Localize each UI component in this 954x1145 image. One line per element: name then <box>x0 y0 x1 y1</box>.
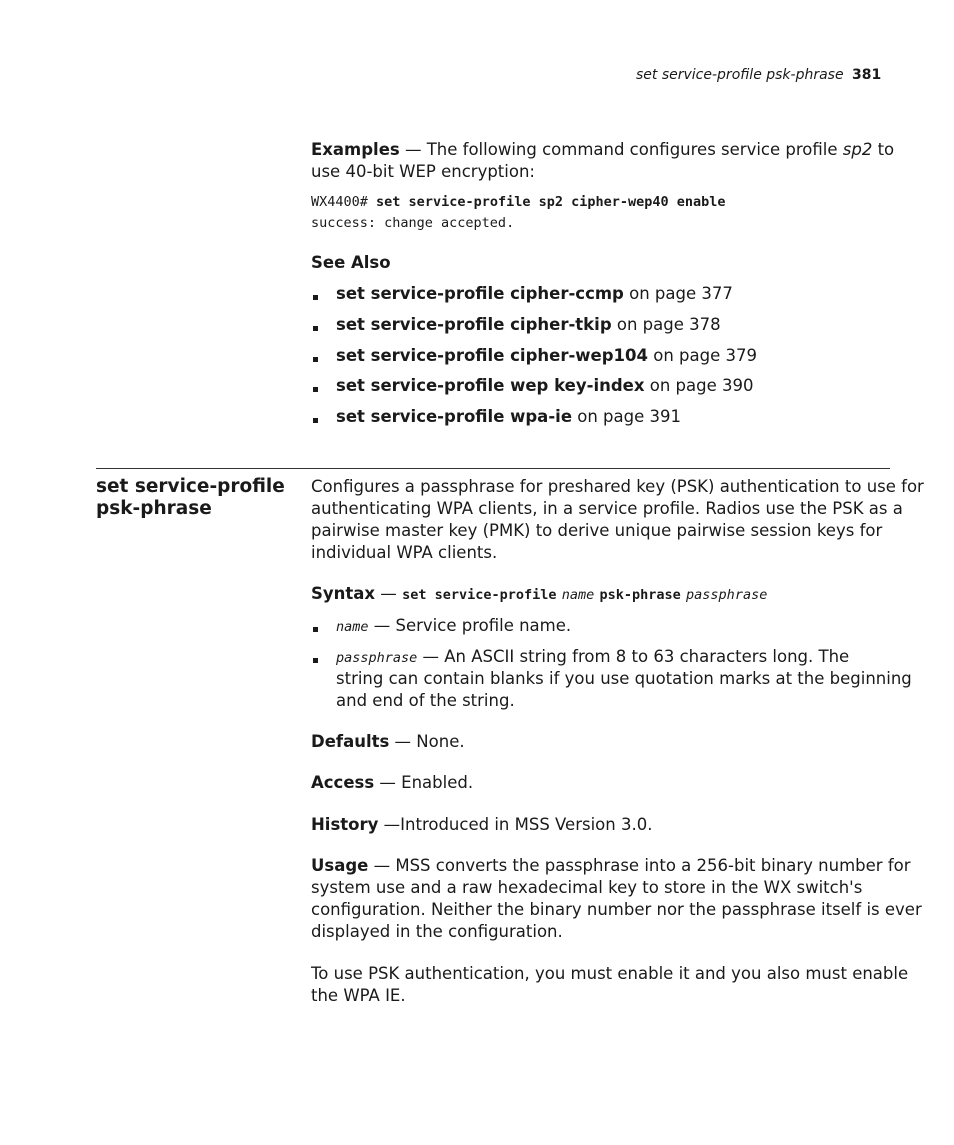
param-name-item <box>336 615 571 638</box>
see-also-heading: See Also <box>311 253 391 272</box>
see-also-item <box>336 283 733 305</box>
see-also-item <box>336 345 757 367</box>
access-label: Access <box>311 773 375 792</box>
see-also-ref: on page 377 <box>623 284 733 303</box>
defaults-text: — None. <box>389 732 465 751</box>
history-text: —Introduced in MSS Version 3.0. <box>378 815 653 834</box>
bullet-icon <box>313 357 318 362</box>
see-also-item <box>336 406 681 428</box>
syntax-line <box>311 583 767 606</box>
see-also-link[interactable]: set service-profile wpa-ie <box>336 407 573 426</box>
param-desc-line: string can contain blanks if you use quotation marks at the beginning <box>336 669 912 688</box>
examples-line-2: use 40-bit WEP encryption: <box>311 162 535 181</box>
see-also-item <box>336 314 721 336</box>
syntax-command-2: psk-phrase <box>599 587 681 603</box>
param-passphrase-item <box>336 646 849 669</box>
description-line: pairwise master key (PMK) to derive unique pairwise session keys for <box>311 521 883 540</box>
bullet-icon <box>313 387 318 392</box>
bullet-icon <box>313 658 318 663</box>
example-command-line <box>311 194 726 210</box>
access-line <box>311 772 473 794</box>
usage-line: system use and a raw hexadecimal key to store in the WX switch's <box>311 878 863 897</box>
see-also-ref: on page 378 <box>611 315 721 334</box>
page-number: 381 <box>852 67 882 83</box>
usage-line: displayed in the configuration. <box>311 922 563 941</box>
see-also-link[interactable]: set service-profile cipher-tkip <box>336 315 612 334</box>
section-title-line-2: psk-phrase <box>96 498 212 519</box>
see-also-link[interactable]: set service-profile cipher-ccmp <box>336 284 624 303</box>
description-line: individual WPA clients. <box>311 543 498 562</box>
syntax-arg-passphrase: passphrase <box>686 587 768 603</box>
syntax-arg-name: name <box>561 587 595 603</box>
see-also-link[interactable]: set service-profile cipher-wep104 <box>336 346 648 365</box>
syntax-command-1: set service-profile <box>402 587 557 603</box>
description-line: authenticating WPA clients, in a service profile. Radios use the PSK as a <box>311 499 903 518</box>
see-also-link[interactable]: set service-profile wep key-index <box>336 376 645 395</box>
bullet-icon <box>313 627 318 632</box>
section-divider <box>96 468 890 469</box>
see-also-ref: on page 379 <box>648 346 757 365</box>
param-name: passphrase <box>336 650 418 666</box>
defaults-line <box>311 731 465 753</box>
examples-paragraph <box>311 139 894 161</box>
history-label: History <box>311 815 379 834</box>
syntax-dash: — <box>375 584 403 603</box>
cli-command: set service-profile sp2 cipher-wep40 enable <box>376 194 726 210</box>
usage-line <box>311 855 911 877</box>
syntax-label: Syntax <box>311 584 376 603</box>
see-also-ref: on page 391 <box>572 407 682 426</box>
see-also-item <box>336 375 754 397</box>
defaults-label: Defaults <box>311 732 390 751</box>
cli-output: success: change accepted. <box>311 215 515 231</box>
examples-label: Examples <box>311 140 400 159</box>
running-header-title: set service-profile psk-phrase <box>636 67 844 83</box>
usage-paragraph-2-line: To use PSK authentication, you must enable it and you also must enable <box>311 964 909 983</box>
section-title-line-1: set service-profile <box>96 476 285 497</box>
cli-prompt: WX4400# <box>311 194 368 210</box>
param-desc-line: and end of the string. <box>336 691 515 710</box>
usage-text: — MSS converts the passphrase into a 256-bit binary number for <box>368 856 911 875</box>
bullet-icon <box>313 295 318 300</box>
usage-line: configuration. Neither the binary number nor the passphrase itself is ever <box>311 900 922 919</box>
param-desc: — Service profile name. <box>368 616 572 635</box>
examples-profile: sp2 <box>842 140 873 159</box>
history-line <box>311 814 652 836</box>
param-desc: — An ASCII string from 8 to 63 characters long. The <box>417 647 850 666</box>
bullet-icon <box>313 326 318 331</box>
access-text: — Enabled. <box>374 773 474 792</box>
usage-label: Usage <box>311 856 369 875</box>
see-also-ref: on page 390 <box>644 376 754 395</box>
description-line: Configures a passphrase for preshared key (PSK) authentication to use for <box>311 477 924 496</box>
param-name: name <box>336 619 369 635</box>
usage-paragraph-2-line: the WPA IE. <box>311 986 406 1005</box>
examples-text: — The following command configures service profile <box>399 140 843 159</box>
bullet-icon <box>313 418 318 423</box>
examples-text-2: to <box>872 140 895 159</box>
